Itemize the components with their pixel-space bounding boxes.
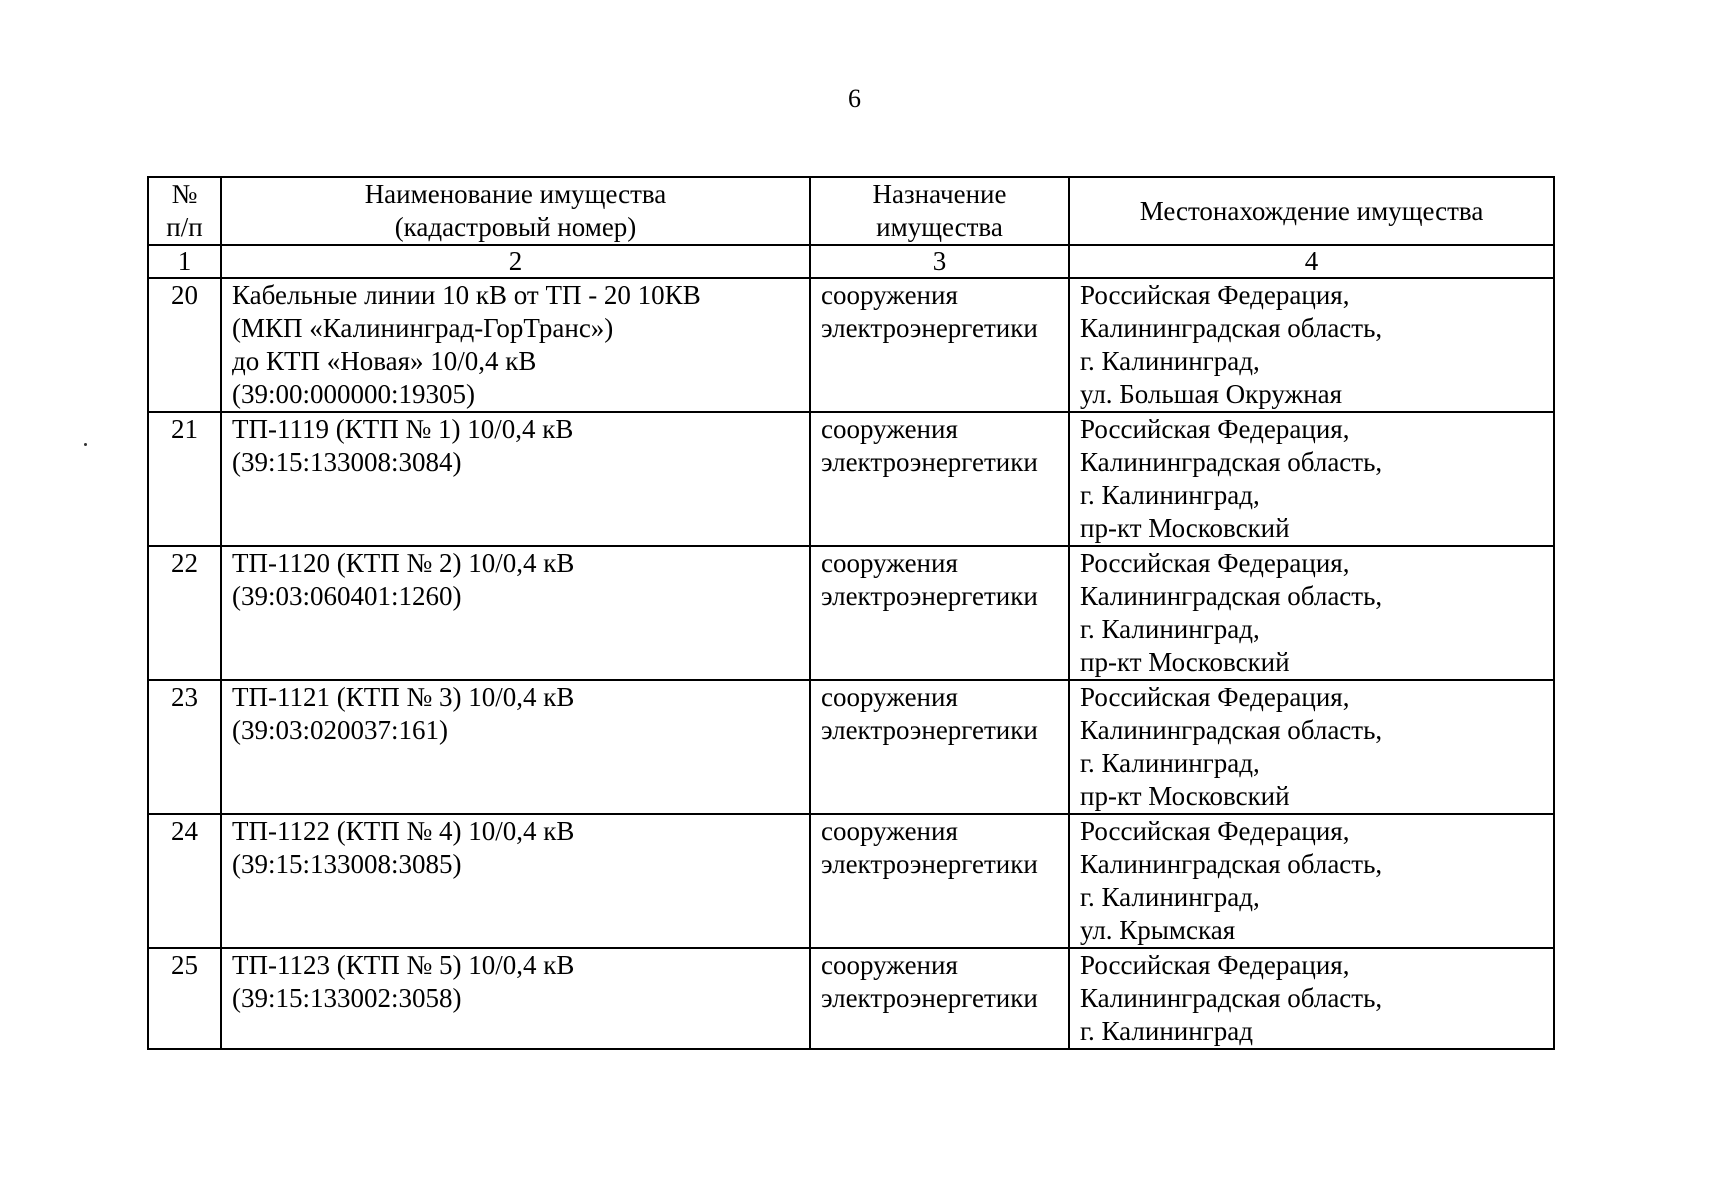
- property-name-line: (39:15:133008:3084): [232, 447, 462, 477]
- property-name-line: (39:00:000000:19305): [232, 379, 475, 409]
- property-name-cell: [221, 412, 810, 546]
- table-row: [148, 412, 1554, 546]
- property-location-line: Калининградская область,: [1080, 983, 1383, 1013]
- property-location-cell: [1069, 680, 1554, 814]
- table-row: [148, 546, 1554, 680]
- property-name-cell: [221, 680, 810, 814]
- property-name-line: ТП-1120 (КТП № 2) 10/0,4 кВ: [232, 548, 575, 578]
- property-name-line: (МКП «Калининград-ГорТранс»): [232, 313, 614, 343]
- property-name-line: (39:03:060401:1260): [232, 581, 462, 611]
- property-location-line: Российская Федерация,: [1080, 280, 1350, 310]
- header-location: [1069, 177, 1554, 245]
- property-location-cell: [1069, 546, 1554, 680]
- property-location-line: г. Калининград,: [1080, 614, 1260, 644]
- header-name-line-1: Наименование имущества: [364, 179, 667, 209]
- column-number: 1: [148, 245, 221, 278]
- header-location-line-1: Местонахождение имущества: [1139, 195, 1484, 226]
- table-row: [148, 680, 1554, 814]
- property-name-cell: [221, 948, 810, 1049]
- property-purpose-cell: [810, 814, 1069, 948]
- property-location-line: пр-кт Московский: [1080, 647, 1290, 677]
- table-row: [148, 278, 1554, 412]
- property-purpose-line: сооружения: [821, 682, 958, 712]
- header-number-line-2: п/п: [166, 212, 203, 242]
- property-name-cell: [221, 814, 810, 948]
- header-number-line-1: №: [171, 179, 198, 209]
- property-purpose-line: электроэнергетики: [821, 983, 1038, 1013]
- property-location-line: Калининградская область,: [1080, 581, 1383, 611]
- table-header-row: [148, 177, 1554, 245]
- row-number: 25: [148, 948, 221, 1049]
- property-location-line: ул. Крымская: [1080, 915, 1236, 945]
- property-purpose-cell: [810, 412, 1069, 546]
- property-name-line: до КТП «Новая» 10/0,4 кВ: [232, 346, 537, 376]
- property-name-line: Кабельные линии 10 кВ от ТП - 20 10КВ: [232, 280, 701, 310]
- property-purpose-cell: [810, 680, 1069, 814]
- property-name-line: (39:15:133008:3085): [232, 849, 462, 879]
- property-purpose-line: электроэнергетики: [821, 447, 1038, 477]
- property-location-line: г. Калининград,: [1080, 882, 1260, 912]
- property-location-line: Российская Федерация,: [1080, 950, 1350, 980]
- scan-speck: [84, 443, 87, 446]
- row-number: 20: [148, 278, 221, 412]
- property-purpose-line: сооружения: [821, 548, 958, 578]
- property-location-line: Калининградская область,: [1080, 849, 1383, 879]
- row-number: 23: [148, 680, 221, 814]
- table-row: [148, 948, 1554, 1049]
- property-location-line: г. Калининград: [1080, 1016, 1253, 1046]
- property-purpose-line: электроэнергетики: [821, 313, 1038, 343]
- property-purpose-line: сооружения: [821, 816, 958, 846]
- property-purpose-line: электроэнергетики: [821, 581, 1038, 611]
- property-table: [147, 176, 1555, 1050]
- header-name-line-2: (кадастровый номер): [394, 212, 637, 242]
- header-purpose-line-2: имущества: [876, 212, 1003, 242]
- column-number: 4: [1069, 245, 1554, 278]
- property-purpose-cell: [810, 278, 1069, 412]
- property-name-line: ТП-1122 (КТП № 4) 10/0,4 кВ: [232, 816, 575, 846]
- header-name: [221, 177, 810, 245]
- property-name-line: ТП-1121 (КТП № 3) 10/0,4 кВ: [232, 682, 575, 712]
- row-number: 22: [148, 546, 221, 680]
- property-location-line: г. Калининград,: [1080, 748, 1260, 778]
- property-location-cell: [1069, 948, 1554, 1049]
- property-location-line: Калининградская область,: [1080, 715, 1383, 745]
- property-purpose-line: сооружения: [821, 950, 958, 980]
- property-purpose-line: электроэнергетики: [821, 849, 1038, 879]
- property-purpose-line: электроэнергетики: [821, 715, 1038, 745]
- property-location-line: Российская Федерация,: [1080, 682, 1350, 712]
- property-name-cell: [221, 546, 810, 680]
- property-location-line: пр-кт Московский: [1080, 513, 1290, 543]
- property-name-line: ТП-1119 (КТП № 1) 10/0,4 кВ: [232, 414, 574, 444]
- property-purpose-cell: [810, 546, 1069, 680]
- column-number: 3: [810, 245, 1069, 278]
- property-location-line: г. Калининград,: [1080, 480, 1260, 510]
- property-location-line: г. Калининград,: [1080, 346, 1260, 376]
- property-location-line: пр-кт Московский: [1080, 781, 1290, 811]
- row-number: 21: [148, 412, 221, 546]
- property-location-line: Российская Федерация,: [1080, 414, 1350, 444]
- property-purpose-line: сооружения: [821, 414, 958, 444]
- property-location-cell: [1069, 278, 1554, 412]
- header-purpose: [810, 177, 1069, 245]
- row-number: 24: [148, 814, 221, 948]
- property-location-cell: [1069, 412, 1554, 546]
- property-location-line: ул. Большая Окружная: [1080, 379, 1343, 409]
- property-name-cell: [221, 278, 810, 412]
- page-number: 6: [848, 84, 861, 113]
- property-location-line: Российская Федерация,: [1080, 816, 1350, 846]
- column-number: 2: [221, 245, 810, 278]
- column-number-row: [148, 245, 1554, 278]
- property-purpose-line: сооружения: [821, 280, 958, 310]
- header-number: [148, 177, 221, 245]
- property-location-line: Калининградская область,: [1080, 447, 1383, 477]
- property-name-line: (39:03:020037:161): [232, 715, 448, 745]
- table-row: [148, 814, 1554, 948]
- property-location-line: Калининградская область,: [1080, 313, 1383, 343]
- property-location-cell: [1069, 814, 1554, 948]
- property-name-line: ТП-1123 (КТП № 5) 10/0,4 кВ: [232, 950, 575, 980]
- header-purpose-line-1: Назначение: [872, 179, 1007, 209]
- property-purpose-cell: [810, 948, 1069, 1049]
- property-location-line: Российская Федерация,: [1080, 548, 1350, 578]
- property-name-line: (39:15:133002:3058): [232, 983, 462, 1013]
